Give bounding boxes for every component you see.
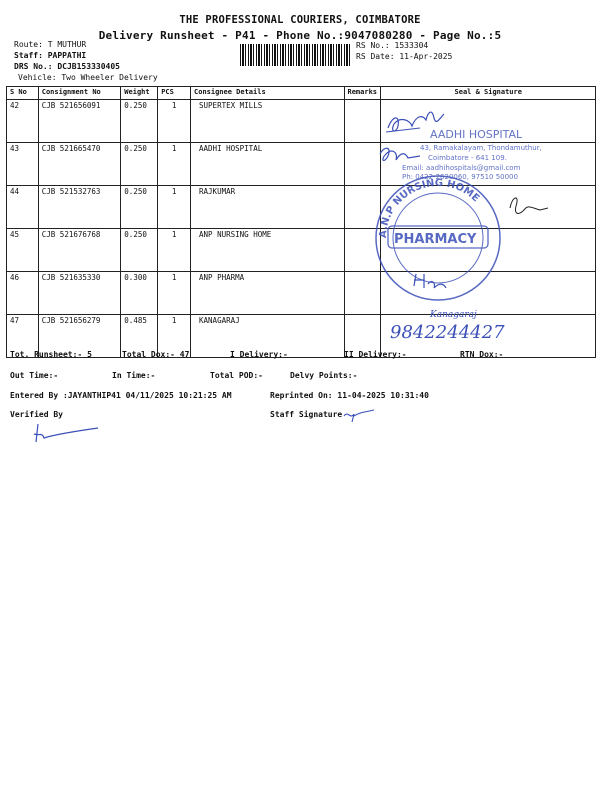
- total-dox: Total Dox:- 47: [122, 350, 190, 359]
- stamp-hospital-address-line2: Coimbatore - 641 109.: [428, 154, 507, 162]
- header-pcs: PCS: [158, 87, 191, 100]
- signature-row43: [380, 148, 420, 160]
- cell-consignment: CJB 521656279: [38, 315, 121, 358]
- barcode: [240, 44, 350, 66]
- cell-consignee: RAJKUMAR: [191, 186, 344, 229]
- cell-consignment: CJB 521532763: [38, 186, 121, 229]
- out-time: Out Time:-: [10, 371, 59, 380]
- cell-weight: 0.250: [121, 143, 158, 186]
- runsheet-subtitle: Delivery Runsheet - P41 - Phone No.:9047080280 - Page No.:5: [98, 29, 502, 42]
- cell-sno: 46: [7, 272, 39, 315]
- stamp-hospital-phone: Ph: 0422-2620060, 97510 50000: [402, 173, 518, 181]
- cell-consignment: CJB 521676768: [38, 229, 121, 272]
- cell-pcs: 1: [158, 229, 191, 272]
- cell-weight: 0.250: [121, 100, 158, 143]
- header-consignee: Consignee Details: [191, 87, 344, 100]
- stamp-nursing-home-name: A.N.P NURSING HOME: [377, 177, 482, 239]
- cell-consignee: ANP PHARMA: [191, 272, 344, 315]
- ii-delivery: II Delivery:-: [344, 350, 407, 359]
- handwritten-phone: 9842244427: [390, 322, 505, 343]
- route-text: Route: T MUTHUR: [14, 40, 87, 49]
- i-delivery: I Delivery:-: [230, 350, 288, 359]
- header-weight: Weight: [121, 87, 158, 100]
- cell-pcs: 1: [158, 272, 191, 315]
- header-remarks: Remarks: [344, 87, 381, 100]
- header-sno: S No: [7, 87, 39, 100]
- cell-weight: 0.485: [121, 315, 158, 358]
- staff-signature-mark: [340, 406, 380, 426]
- reprinted-on: Reprinted On: 11-04-2025 10:31:40: [270, 391, 429, 400]
- seal-signature-overlay: [370, 98, 595, 348]
- cell-sno: 44: [7, 186, 39, 229]
- cell-consignment: CJB 521635330: [38, 272, 121, 315]
- signature-row46: [414, 274, 446, 288]
- cell-sno: 45: [7, 229, 39, 272]
- handwritten-name: Kanagaraj: [430, 310, 477, 320]
- stamp-pharmacy: PHARMACY: [394, 232, 477, 247]
- in-time: In Time:-: [112, 371, 156, 380]
- cell-weight: 0.250: [121, 186, 158, 229]
- rs-no: RS No.: 1533304: [356, 41, 429, 50]
- vehicle-text: Vehicle: Two Wheeler Delivery: [18, 73, 158, 82]
- total-pod: Total POD:-: [210, 371, 263, 380]
- drs-text: DRS No.: DCJB153330405: [14, 62, 120, 71]
- staff-text: Staff: PAPPATHI: [14, 51, 87, 60]
- delvy-points: Delvy Points:-: [290, 371, 358, 380]
- cell-consignment: CJB 521665470: [38, 143, 121, 186]
- rtn-dox: RTN Dox:-: [460, 350, 504, 359]
- cell-pcs: 1: [158, 100, 191, 143]
- cell-pcs: 1: [158, 315, 191, 358]
- header-consignment: Consignment No: [38, 87, 121, 100]
- verified-by: Verified By: [10, 410, 63, 419]
- cell-sno: 43: [7, 143, 39, 186]
- stamp-hospital-email: Email: aadhihospitals@gmail.com: [402, 164, 521, 172]
- cell-consignee: KANAGARAJ: [191, 315, 344, 358]
- cell-weight: 0.250: [121, 229, 158, 272]
- cell-consignee: SUPERTEX MILLS: [191, 100, 344, 143]
- cell-weight: 0.300: [121, 272, 158, 315]
- nursing-home-stamp: [376, 176, 500, 300]
- cell-consignee: AADHI HOSPITAL: [191, 143, 344, 186]
- cell-consignee: ANP NURSING HOME: [191, 229, 344, 272]
- rs-date: RS Date: 11-Apr-2025: [356, 52, 453, 61]
- company-title: THE PROFESSIONAL COURIERS, COIMBATORE: [179, 14, 421, 26]
- stamp-hospital-address-line1: 43, Ramakalayam, Thondamuthur,: [420, 144, 542, 152]
- entered-by: Entered By :JAYANTHIP41 04/11/2025 10:21:25 AM: [10, 391, 232, 400]
- cell-consignment: CJB 521656091: [38, 100, 121, 143]
- tot-runsheet: Tot. Runsheet:- 5: [10, 350, 92, 359]
- cell-pcs: 1: [158, 186, 191, 229]
- signature-row44: [510, 198, 548, 214]
- cell-sno: 42: [7, 100, 39, 143]
- stamp-hospital-name: AADHI HOSPITAL: [430, 128, 523, 141]
- staff-signature: Staff Signature: [270, 410, 343, 419]
- verified-signature: [30, 420, 110, 450]
- cell-pcs: 1: [158, 143, 191, 186]
- header-signature: Seal & Signature: [381, 87, 596, 100]
- cell-sno: 47: [7, 315, 39, 358]
